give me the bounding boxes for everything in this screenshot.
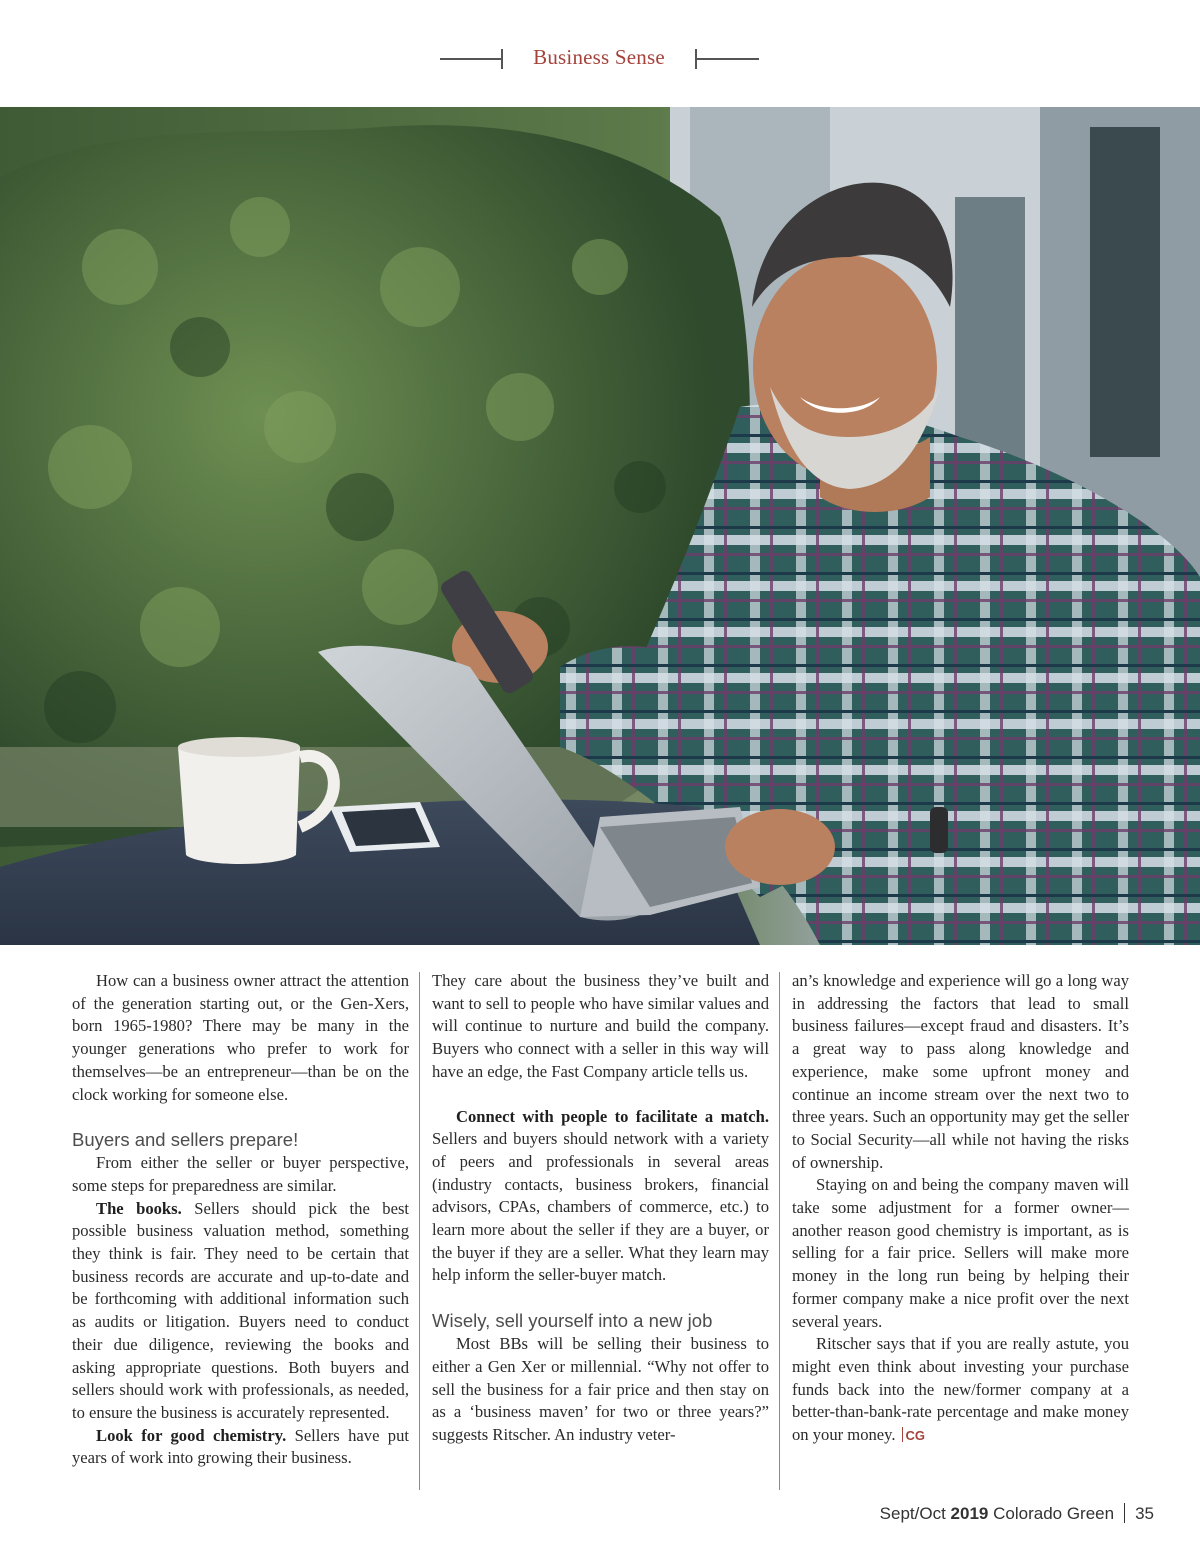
- paragraph-body: Sellers should pick the best possible business valuation method, something they think is fair. They need to be certain that business records are accurate and up-to-date and be forthcoming with additional information such as audits or litigation. Buyers need to conduct their due diligence, reviewing the books and asking appropriate questions. Both buyers and sellers should work with professionals, as needed, to ensure the business is accurately represented.: [72, 1198, 410, 1422]
- column-divider: [419, 972, 420, 1490]
- issue-year: 2019: [950, 1504, 989, 1523]
- paragraph: [432, 1106, 769, 1288]
- magazine-name: Colorado Green: [993, 1504, 1115, 1523]
- section-header: [0, 40, 1200, 80]
- end-mark-bar: [902, 1427, 903, 1442]
- lead-in: Look for good chemistry.: [96, 1425, 287, 1445]
- paragraph: [72, 1198, 409, 1425]
- page-number: 35: [1135, 1504, 1154, 1523]
- header-rule-right: [697, 58, 759, 60]
- paragraph: How can a business owner attract the attention of the generation starting out, or the Gen-Xers, born 1965-1980? There may be many in the younger generations who prefer to work for themselves—be an entrepreneur—than be on the clock working for someone else.: [72, 971, 409, 1104]
- paragraph-body: Ritscher says that if you are really astute, you might even think about investing your purchase funds back into the new/former company at a better-than-bank-rate percentage and make money on your money.: [792, 1334, 1129, 1445]
- article-column-1: [72, 970, 409, 1470]
- lead-in: The books.: [96, 1198, 182, 1218]
- column-divider: [779, 972, 780, 1490]
- article-column-3: [792, 970, 1129, 1448]
- subheading: Buyers and sellers prepare!: [72, 1129, 299, 1151]
- paragraph: Most BBs will be selling their business to either a Gen Xer or millennial. “Why not offer to sell the business for a fair price and then stay on as a ‘business maven’ for two or three years?” suggests Ritscher. An industry veter-: [432, 1334, 769, 1444]
- header-tick-left: [501, 49, 503, 69]
- issue-label: Sept/Oct: [879, 1504, 946, 1523]
- paragraph: They care about the business they’ve built and want to sell to people who have similar values and will continue to nurture and build the company. Buyers who connect with a seller in this way will have an edge, the Fast Company article tells us.: [432, 971, 769, 1081]
- paragraph: [72, 1425, 409, 1470]
- feature-photo: [0, 107, 1200, 945]
- lead-in: Connect with people to facilitate a match.: [456, 1106, 769, 1126]
- photo-illustration: [0, 107, 1200, 945]
- section-title: Business Sense: [533, 45, 665, 69]
- end-mark: CG: [905, 1428, 926, 1444]
- paragraph: an’s knowledge and experience will go a long way in addressing the factors that lead to small business failures—except fraud and disasters. It’s a great way to pass along knowledge and experience, make some upfront money and continue an income stream over the next two to three years. Such an opportunity may get the seller to Social Security—all while not having the risks of ownership.: [792, 971, 1129, 1172]
- paragraph-body: Sellers and buyers should network with a variety of peers and professionals in several areas (industry contacts, business brokers, financial advisors, CPAs, chambers of commerce, etc.) to learn more about the seller if they are a buyer, or the buyer if they are a seller. What they learn may help inform the seller-buyer match.: [432, 1129, 769, 1285]
- paragraph: Staying on and being the company maven will take some adjustment for a former owner—another reason good chemistry is important, as is selling for a fair price. Sellers will make more money in the long run being by helping their former company make a nice profit over the next several years.: [792, 1175, 1129, 1331]
- paragraph: From either the seller or buyer perspective, some steps for preparedness are similar.: [72, 1153, 409, 1195]
- subheading: Wisely, sell yourself into a new job: [432, 1310, 713, 1332]
- footer-separator: [1124, 1503, 1125, 1523]
- paragraph: [792, 1333, 1129, 1448]
- page-footer: [880, 1503, 1154, 1524]
- article-column-2: [432, 970, 769, 1447]
- header-rule-left: [440, 58, 502, 60]
- paragraph-body: Sellers have put years of work into growing their business.: [72, 1425, 409, 1468]
